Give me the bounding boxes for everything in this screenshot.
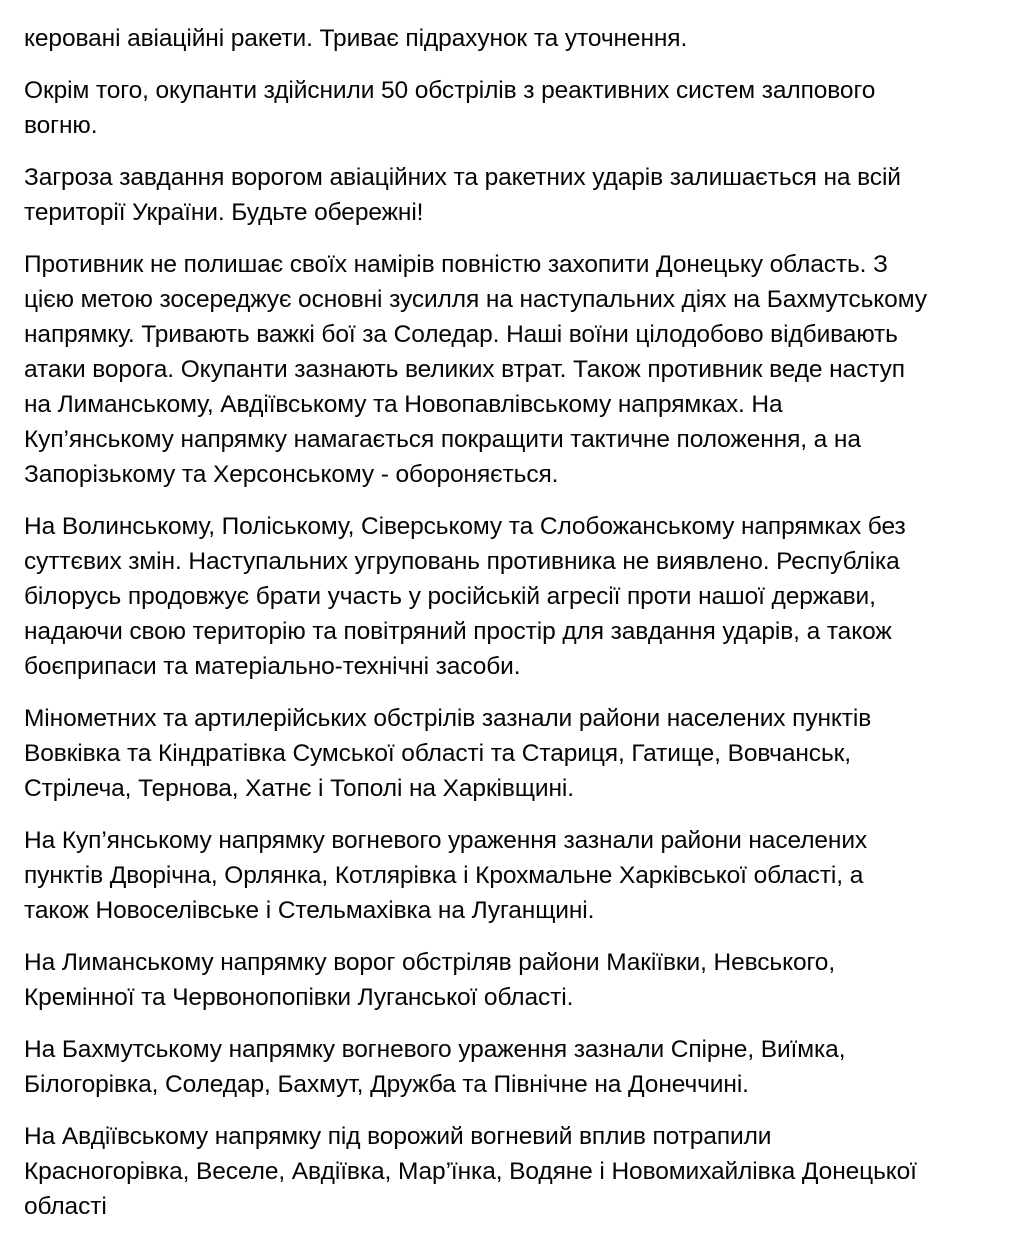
post-paragraph [24, 945, 1024, 1015]
text-line: Кремінної та Червонопопівки Луганської області. [24, 984, 574, 1011]
text-line: Білогорівка, Соледар, Бахмут, Дружба та Північне на Донеччині. [24, 1071, 749, 1098]
text-line: На Лиманському напрямку ворог обстріляв райони Макіївки, Невського, [24, 949, 836, 976]
post-paragraph [24, 509, 1024, 684]
text-line: Загроза завдання ворогом авіаційних та ракетних ударів залишається на всій [24, 164, 901, 191]
text-line: області [24, 1193, 107, 1220]
text-line: На Куп’янському напрямку вогневого ураження зазнали райони населених [24, 827, 868, 854]
text-line: атаки ворога. Окупанти зазнають великих втрат. Також противник веде наступ [24, 356, 905, 383]
post-paragraph [24, 1032, 1024, 1102]
post-paragraph [24, 1119, 1024, 1224]
post-paragraph [24, 0, 1024, 56]
post-body [24, 0, 1024, 1241]
text-line: напрямку. Тривають важкі бої за Соледар. Наші воїни цілодобово відбивають [24, 321, 898, 348]
text-line: На Авдіївському напрямку під ворожий вогневий вплив потрапили [24, 1123, 772, 1150]
post-paragraph [24, 73, 1024, 143]
post-paragraph [24, 701, 1024, 806]
text-line: керовані авіаційні ракети. Триває підрахунок та уточнення. [24, 25, 688, 52]
text-line: на Лиманському, Авдіївському та Новопавлівському напрямках. На [24, 391, 783, 418]
text-line: Красногорівка, Веселе, Авдіївка, Мар’їнка, Водяне і Новомихайлівка Донецької [24, 1158, 917, 1185]
post-paragraph [24, 823, 1024, 928]
text-line: також Новоселівське і Стельмахівка на Луганщині. [24, 897, 595, 924]
text-line: вогню. [24, 112, 98, 139]
post-paragraph [24, 247, 1024, 492]
text-line: Противник не полишає своїх намірів повністю захопити Донецьку область. З [24, 251, 888, 278]
text-line: надаючи свою територію та повітряний простір для завдання ударів, а також [24, 618, 892, 645]
text-line [24, 0, 1024, 21]
text-line: Куп’янському напрямку намагається покращити тактичне положення, а на [24, 426, 861, 453]
text-line: Окрім того, окупанти здійснили 50 обстрілів з реактивних систем залпового [24, 77, 876, 104]
text-line: Запорізькому та Херсонському - обороняється. [24, 461, 559, 488]
post-paragraph [24, 160, 1024, 230]
text-line: суттєвих змін. Наступальних угруповань противника не виявлено. Республіка [24, 548, 900, 575]
text-line: білорусь продовжує брати участь у російській агресії проти нашої держави, [24, 583, 876, 610]
text-line: пунктів Дворічна, Орлянка, Котлярівка і Крохмальне Харківської області, а [24, 862, 864, 889]
text-line: На Волинському, Поліському, Сіверському та Слобожанському напрямках без [24, 513, 906, 540]
text-line: Стрілеча, Тернова, Хатнє і Тополі на Харківщині. [24, 775, 574, 802]
text-line: На Бахмутському напрямку вогневого ураження зазнали Спірне, Виїмка, [24, 1036, 846, 1063]
text-line: боєприпаси та матеріально-технічні засоби. [24, 653, 521, 680]
text-line: Вовківка та Кіндратівка Сумської області та Стариця, Гатище, Вовчанськ, [24, 740, 851, 767]
text-line: цією метою зосереджує основні зусилля на наступальних діях на Бахмутському [24, 286, 927, 313]
text-line: Мінометних та артилерійських обстрілів зазнали райони населених пунктів [24, 705, 872, 732]
text-line: території України. Будьте обережні! [24, 199, 424, 226]
